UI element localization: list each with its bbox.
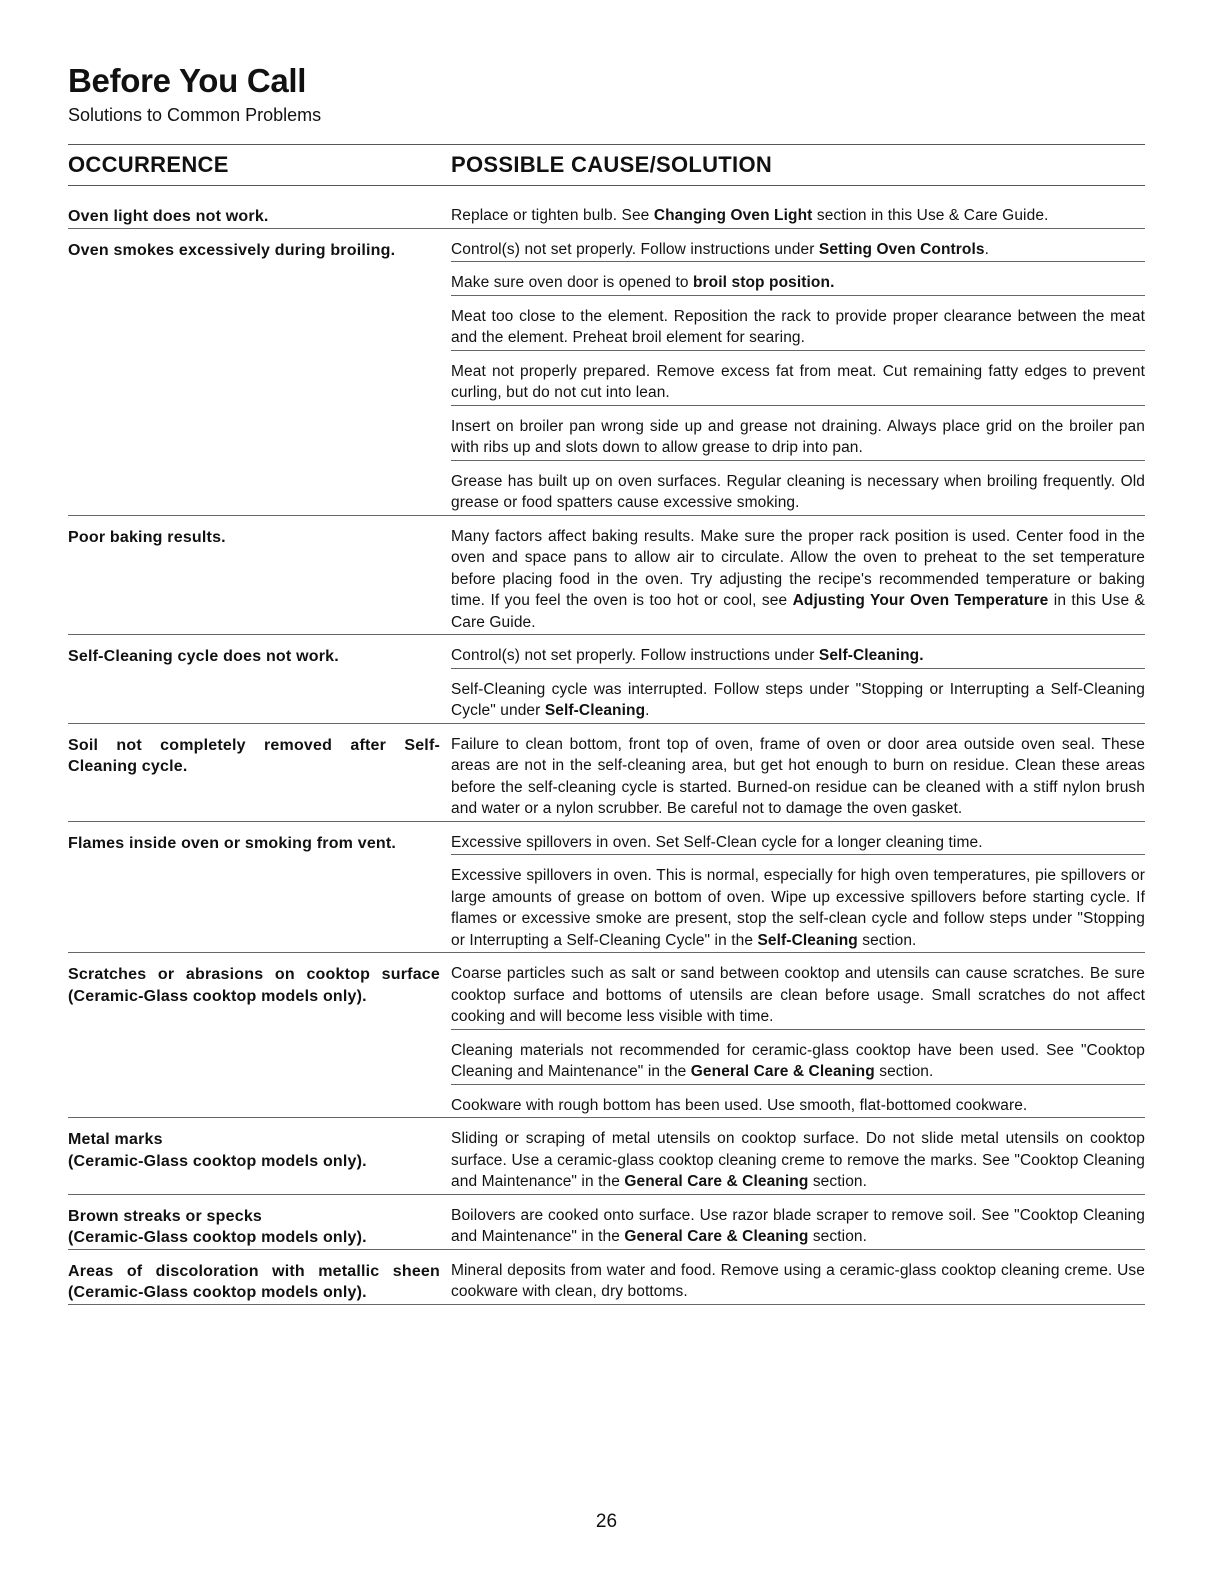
occurrence-cell: Poor baking results. bbox=[68, 528, 226, 546]
solution-text: Grease has built up on oven surfaces. Regular cleaning is necessary when broiling frequently. Old grease or food spatters cause excessive smoking. bbox=[451, 472, 1145, 511]
solution-text: Self-Cleaning cycle was interrupted. Follow steps under "Stopping or Interrupting a Self-Cleaning Cycle" under bbox=[451, 680, 1145, 719]
section-reference: Self-Cleaning. bbox=[818, 647, 924, 664]
section-reference: General Care & Cleaning bbox=[690, 1063, 875, 1080]
occurrence-cell: Scratches or abrasions on cooktop surface (Ceramic-Glass cooktop models only). bbox=[68, 966, 440, 1005]
table-header bbox=[68, 144, 1145, 186]
solution-item bbox=[451, 635, 1145, 668]
solution-item bbox=[451, 295, 1145, 350]
solution-text: in this Use & Care Guide. bbox=[451, 592, 1145, 631]
solution-text: Cleaning materials not recommended for ceramic-glass cooktop have been used. See "Cooktop Cleaning and Maintenance" in the bbox=[451, 1041, 1145, 1080]
solution-text: section. bbox=[874, 1063, 934, 1080]
table-row bbox=[68, 1195, 1145, 1250]
page-number: 26 bbox=[595, 1511, 618, 1532]
solution-item bbox=[451, 1084, 1145, 1118]
solution-item bbox=[451, 1118, 1145, 1194]
occurrence-cell: Oven light does not work. bbox=[68, 208, 269, 225]
table-row bbox=[68, 953, 1145, 1118]
solution-item bbox=[451, 724, 1145, 821]
occurrence-column-header: OCCURRENCE bbox=[68, 152, 229, 177]
section-reference: Adjusting Your Oven Temperature bbox=[792, 592, 1049, 609]
solution-item bbox=[451, 1195, 1145, 1249]
occurrence-cell: Flames inside oven or smoking from vent. bbox=[68, 834, 397, 852]
solution-text: Cookware with rough bottom has been used. Use smooth, flat-bottomed cookware. bbox=[451, 1096, 1028, 1114]
solution-item bbox=[451, 261, 1145, 295]
table-row bbox=[68, 1118, 1145, 1195]
solution-item bbox=[451, 195, 1145, 228]
section-reference: Self-Cleaning bbox=[544, 702, 646, 719]
section-reference: General Care & Cleaning bbox=[624, 1173, 809, 1190]
solution-item bbox=[451, 822, 1145, 855]
occurrence-cell: Soil not completely removed after Self-Cleaning cycle. bbox=[68, 736, 440, 775]
solution-item bbox=[451, 1250, 1145, 1304]
page-subtitle: Solutions to Common Problems bbox=[68, 105, 322, 125]
solution-item bbox=[451, 516, 1145, 635]
solution-text: Sliding or scraping of metal utensils on cooktop surface. Do not slide metal utensils on cooktop surface. Use a ceramic-glass cooktop cleaning creme to remove the marks. See "Cooktop Cleaning and Maintenance" in the bbox=[451, 1130, 1145, 1190]
solution-text: Boilovers are cooked onto surface. Use razor blade scraper to remove soil. See "Cooktop Cleaning and Maintenance" in the bbox=[451, 1206, 1145, 1245]
solution-item bbox=[451, 405, 1145, 460]
solutions-cell bbox=[451, 822, 1145, 953]
solution-item bbox=[451, 1029, 1145, 1084]
solution-text: Control(s) not set properly. Follow instructions under bbox=[451, 240, 819, 258]
solution-text: section. bbox=[808, 1228, 868, 1245]
solution-text: Insert on broiler pan wrong side up and grease not draining. Always place grid on the broiler pan with ribs up and slots down to allow grease to drip into pan. bbox=[451, 417, 1145, 456]
solutions-cell bbox=[451, 635, 1145, 723]
solution-text: Many factors affect baking results. Make sure the proper rack position is used. Center food in the oven and space pans to allow air to circulate. Allow the oven to preheat to the set temperature before placing food in the oven. Try adjusting the recipe's recommended temperature or baking time. If you feel the oven is too hot or cool, see bbox=[451, 527, 1145, 609]
solutions-cell bbox=[451, 1195, 1145, 1249]
solution-text: Meat not properly prepared. Remove excess fat from meat. Cut remaining fatty edges to prevent curling, but do not cut into lean. bbox=[451, 362, 1145, 401]
solutions-cell bbox=[451, 1250, 1145, 1304]
table-row bbox=[68, 724, 1145, 822]
solution-text: Make sure oven door is opened to bbox=[451, 274, 693, 291]
section-reference: broil stop position. bbox=[692, 274, 835, 291]
solution-text: section in this Use & Care Guide. bbox=[812, 207, 1049, 224]
occurrence-cell: Metal marks (Ceramic-Glass cooktop models only). bbox=[68, 1131, 367, 1170]
solution-text: Failure to clean bottom, front top of oven, frame of oven or door area outside oven seal. These areas are not in the self-cleaning area, but get hot enough to burn on residue. Clean these areas before the self-cleaning cycle is started. Burned-on residue can be cleaned with a stiff nylon brush and water or a nylon scrubber. Be careful not to damage the oven gasket. bbox=[451, 735, 1145, 817]
page bbox=[68, 60, 1145, 1305]
table-row bbox=[68, 195, 1145, 229]
solution-text: Mineral deposits from water and food. Remove using a ceramic-glass cooktop cleaning creme. Use cookware with clean, dry bottoms. bbox=[451, 1261, 1145, 1300]
solutions-cell bbox=[451, 229, 1145, 515]
solution-text: Control(s) not set properly. Follow instructions under bbox=[451, 647, 819, 664]
section-reference: General Care & Cleaning bbox=[624, 1228, 809, 1245]
solutions-cell bbox=[451, 1118, 1145, 1194]
table-row bbox=[68, 822, 1145, 954]
page-title: Before You Call bbox=[68, 62, 307, 99]
table-row bbox=[68, 516, 1145, 636]
occurrence-cell: Brown streaks or specks (Ceramic-Glass cooktop models only). bbox=[68, 1207, 367, 1246]
solution-text: Excessive spillovers in oven. Set Self-Clean cycle for a longer cleaning time. bbox=[451, 833, 983, 851]
troubleshooting-table bbox=[68, 195, 1145, 1305]
table-row bbox=[68, 635, 1145, 724]
solution-item bbox=[451, 854, 1145, 952]
solution-text: Excessive spillovers in oven. This is normal, especially for high oven temperatures, pie spillovers or large amounts of grease on bottom of oven. Wipe up excessive spillovers before starting cycle. If flames or excessive smoke are present, stop the self-clean cycle and follow steps under "Stopping or Interrupting a Self-Cleaning Cycle" in the bbox=[451, 867, 1145, 949]
table-row bbox=[68, 1250, 1145, 1305]
solution-text: . bbox=[645, 702, 650, 719]
solutions-cell bbox=[451, 195, 1145, 228]
occurrence-cell: Self-Cleaning cycle does not work. bbox=[68, 648, 339, 665]
solutions-cell bbox=[451, 516, 1145, 635]
occurrence-cell: Areas of discoloration with metallic sheen (Ceramic-Glass cooktop models only). bbox=[68, 1262, 440, 1301]
solution-text: . bbox=[984, 240, 990, 258]
solution-item bbox=[451, 668, 1145, 723]
solution-item bbox=[451, 460, 1145, 515]
table-row bbox=[68, 229, 1145, 516]
solution-item bbox=[451, 350, 1145, 405]
section-reference: Self-Cleaning bbox=[757, 931, 858, 949]
section-reference: Changing Oven Light bbox=[653, 207, 813, 224]
solution-item bbox=[451, 953, 1145, 1029]
section-reference: Setting Oven Controls bbox=[818, 240, 985, 258]
cause-column-header: POSSIBLE CAUSE/SOLUTION bbox=[451, 152, 773, 177]
solution-text: section. bbox=[808, 1173, 868, 1190]
solution-text: section. bbox=[857, 931, 917, 949]
solution-text: Meat too close to the element. Reposition the rack to provide proper clearance between the meat and the element. Preheat broil element for searing. bbox=[451, 307, 1145, 346]
solutions-cell bbox=[451, 953, 1145, 1117]
occurrence-cell: Oven smokes excessively during broiling. bbox=[68, 241, 396, 259]
solution-text: Replace or tighten bulb. See bbox=[451, 207, 654, 224]
solution-item bbox=[451, 229, 1145, 262]
solutions-cell bbox=[451, 724, 1145, 821]
solution-text: Coarse particles such as salt or sand between cooktop and utensils can cause scratches. Be sure cooktop surface and bottoms of utensils are clean before usage. Small scratches do not affect cooking and will become less visible with time. bbox=[451, 965, 1145, 1025]
